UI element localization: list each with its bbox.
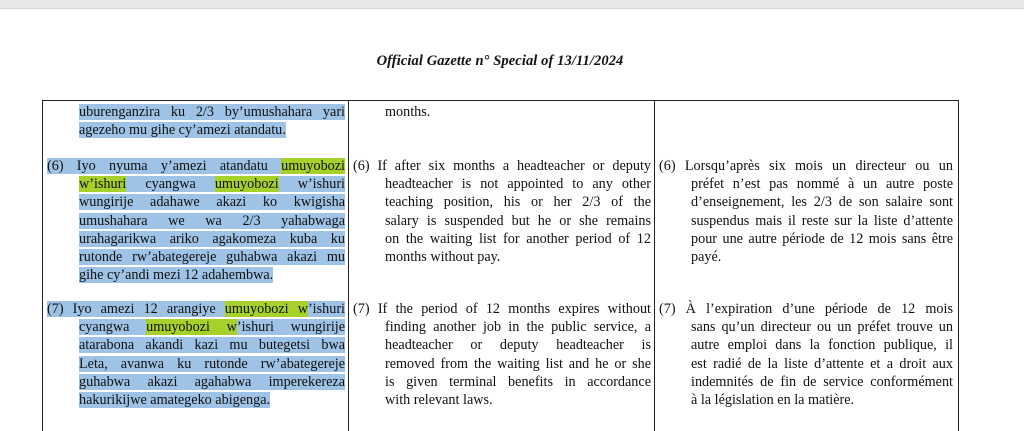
text-line xyxy=(47,300,345,318)
highlighted-text: (7) Iyo amezi 12 arangiye xyxy=(47,301,225,317)
highlighted-text: cyangwa xyxy=(126,176,215,193)
kinyarwanda-paragraph-continued xyxy=(47,103,345,139)
highlighted-text: atarabona akandi kazi mu butegetsi bwa xyxy=(79,337,345,354)
text-line: months. xyxy=(385,104,431,120)
text-line xyxy=(47,230,345,248)
french-paragraph-6 xyxy=(659,157,953,266)
text-line: (7) If the period of 12 months expires without xyxy=(353,301,651,317)
highlighted-text: guhabwa akazi agahabwa imperekereza xyxy=(79,373,345,390)
text-line: pour une autre période de 12 mois sans être xyxy=(691,230,953,247)
french-paragraph-7 xyxy=(659,300,953,409)
highlighted-text: urahagarikwa ariko agakomeza kuba ku xyxy=(79,230,345,247)
text-line: salary is suspended but he or she remains xyxy=(385,212,651,229)
text-line: sans qu’un directeur ou un préfet trouve un xyxy=(691,319,953,336)
text-line: is given terminal benefits in accordance xyxy=(385,373,651,390)
text-line xyxy=(47,318,345,336)
viewer-top-bar xyxy=(0,0,1024,9)
kinyarwanda-paragraph-7 xyxy=(47,300,345,409)
highlighted-text: w’ishuri xyxy=(278,176,345,193)
text-line: with relevant laws. xyxy=(385,392,493,409)
english-paragraph-6 xyxy=(353,157,651,266)
text-line xyxy=(47,193,345,211)
text-line xyxy=(47,103,345,121)
text-line xyxy=(47,212,345,230)
column-divider xyxy=(654,101,655,431)
green-highlighted-text: w’ishuri xyxy=(79,176,127,193)
text-line: d’enseignement, les 2/3 de son salaire sont xyxy=(691,194,953,211)
text-line xyxy=(47,373,345,391)
green-highlighted-text: umuyobozi w xyxy=(146,319,237,336)
highlighted-text: uburenganzira ku 2/3 by’umushahara yari xyxy=(79,104,345,120)
text-line: months without pay. xyxy=(385,249,501,266)
highlighted-text: hakurikijwe amategeko abigenga. xyxy=(79,392,271,409)
text-line: (6) Lorsqu’après six mois un directeur ou un xyxy=(659,158,953,174)
highlighted-text: agezeho mu gihe cy’amezi atandatu. xyxy=(79,122,286,139)
text-line: teaching position, his or her 2/3 of the xyxy=(385,194,651,211)
trilingual-table xyxy=(42,100,959,431)
text-line xyxy=(47,157,345,175)
text-line: (6) If after six months a headteacher or deputy xyxy=(353,158,651,174)
text-line: headteacher is not appointed to any other xyxy=(385,176,651,193)
text-line xyxy=(47,391,345,409)
green-highlighted-text: umuyobozi xyxy=(281,158,345,174)
text-line: removed from the waiting list and he or she xyxy=(385,355,651,372)
text-line xyxy=(47,336,345,354)
green-highlighted-text: umuyobozi xyxy=(214,176,279,193)
highlighted-text: umushahara we wa 2/3 yahabwaga xyxy=(79,212,345,229)
text-line xyxy=(47,175,345,193)
english-paragraph-continued xyxy=(353,103,651,121)
text-line xyxy=(47,355,345,373)
text-line xyxy=(47,266,345,284)
text-line: on the waiting list for another period of 12 xyxy=(385,230,651,247)
highlighted-text: cyangwa xyxy=(79,319,147,336)
text-line: payé. xyxy=(691,249,722,266)
text-line: à la législation en la matière. xyxy=(691,392,855,409)
highlighted-text: ’ishuri wungirije xyxy=(236,319,345,336)
text-line: suspendus mais il reste sur la liste d’attente xyxy=(691,212,953,229)
english-paragraph-7 xyxy=(353,300,651,409)
text-line: est radié de la liste d’attente et a droit aux xyxy=(691,355,953,372)
text-line xyxy=(47,248,345,266)
kinyarwanda-paragraph-6 xyxy=(47,157,345,284)
highlighted-text: ’ishuri xyxy=(307,301,345,317)
text-line: autre emploi dans la fonction publique, il xyxy=(691,337,953,354)
highlighted-text: gihe cy’andi mezi 12 adahembwa. xyxy=(79,267,274,284)
text-line: (7) À l’expiration d’une période de 12 mois xyxy=(659,301,953,317)
text-line xyxy=(47,121,345,139)
highlighted-text: wungirije adahawe akazi ko kwigisha xyxy=(79,194,345,211)
green-highlighted-text: umuyobozi w xyxy=(224,301,308,317)
text-line: finding another job in the public service, a xyxy=(385,319,651,336)
highlighted-text: rutonde rw’abategereje guhabwa akazi mu xyxy=(79,249,345,266)
text-line: headteacher or deputy headteacher is xyxy=(385,337,651,354)
text-line: préfet n’est pas nommé à un autre poste xyxy=(691,176,953,193)
page-title: Official Gazette n° Special of 13/11/2024 xyxy=(376,53,624,69)
highlighted-text: Leta, avanwa ku rutonde rw’abategereje xyxy=(79,355,345,372)
highlighted-text: (6) Iyo nyuma y’amezi atandatu xyxy=(47,158,282,174)
text-line: indemnités de fin de service conformément xyxy=(691,373,953,390)
column-divider xyxy=(348,101,349,431)
